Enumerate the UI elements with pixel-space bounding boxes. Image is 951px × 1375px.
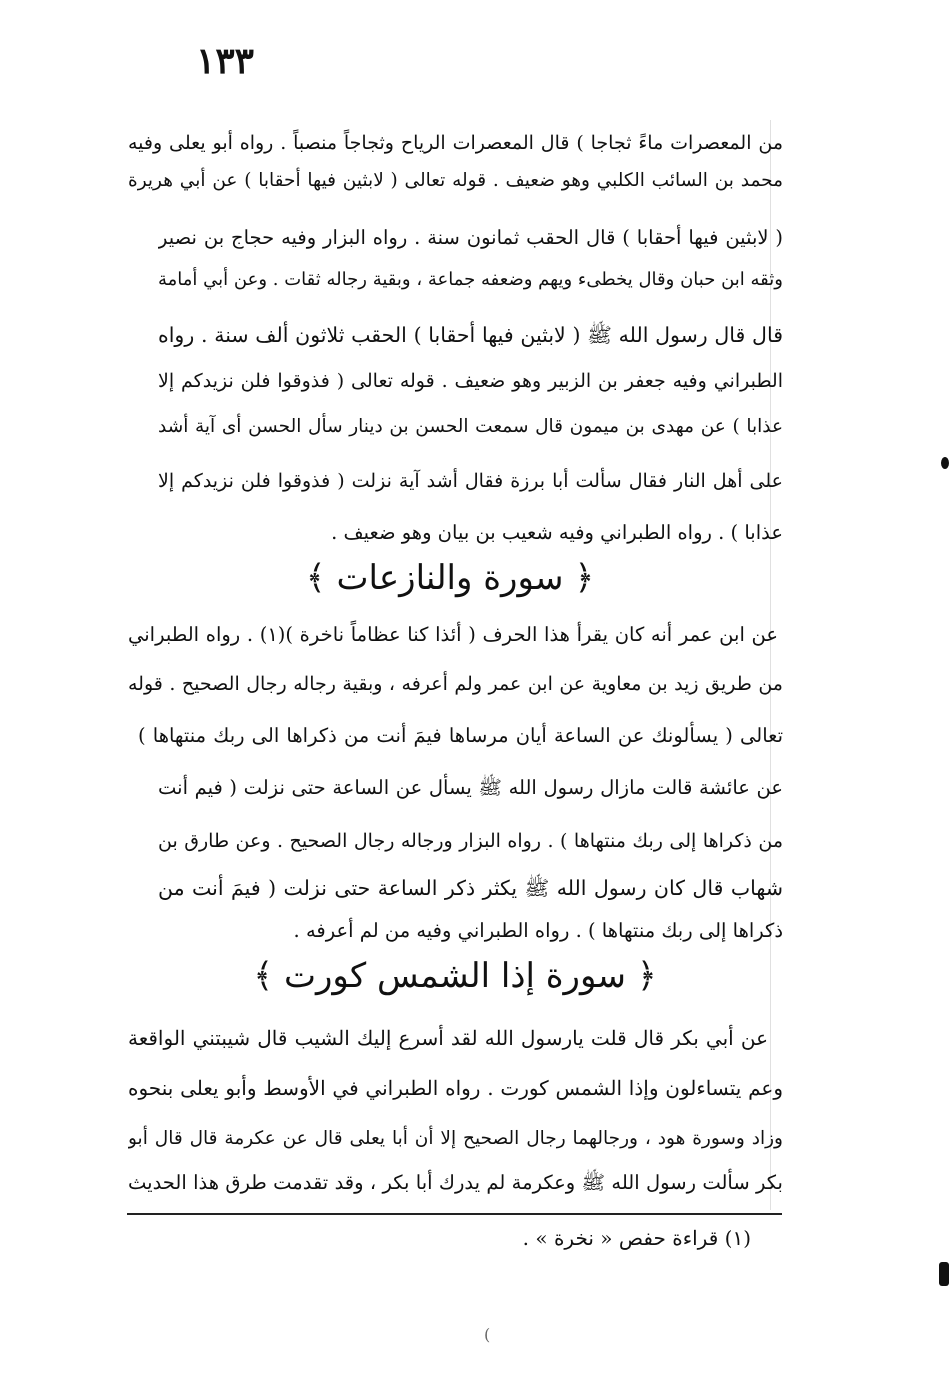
text-line: بكر سألت رسول الله ﷺ وعكرمة لم يدرك أبا بكر ، وقد تقدمت طرق هذا الحديث <box>128 1171 783 1194</box>
bottom-mark: ( <box>484 1325 491 1344</box>
edge-mark <box>939 1262 949 1286</box>
text-line: وعم يتساءلون وإذا الشمس كورت . رواه الطبراني في الأوسط وأبو يعلى بنحوه <box>128 1076 783 1100</box>
text-line: محمد بن السائب الكلبي وهو ضعيف . قوله تعالى ( لابثين فيها أحقابا ) عن أبي هريرة <box>128 170 783 191</box>
text-line: الطبراني وفيه جعفر بن الزبير وهو ضعيف . قوله تعالى ( فذوقوا فلن نزيدكم إلا <box>158 370 783 392</box>
text-line: عن عائشة قالت مازال رسول الله ﷺ يسأل عن الساعة حتى نزلت ( فيم أنت <box>158 776 783 799</box>
text-line: عن أبي بكر قال قلت يارسول الله لقد أسرع إليك الشيب قال شيبتني الواقعة <box>128 1026 768 1050</box>
text-line: وثقه ابن حبان وقال يخطىء ويهم وضعفه جماعة ، وبقية رجاله ثقات . وعن أبي أمامة <box>158 269 783 290</box>
text-line: عذابا ) عن مهدى بن ميمون قال سمعت الحسن بن دينار سأل الحسن أى آية أشد <box>158 416 783 437</box>
text-line: وزاد وسورة هود ، ورجالهما رجال الصحيح إلا أن أبا يعلى قال عن عكرمة قال قال أبو <box>128 1128 783 1149</box>
text-line: شهاب قال كان رسول الله ﷺ يكثر ذكر الساعة حتى نزلت ( فيمَ أنت من <box>158 876 783 900</box>
text-line: عن ابن عمر أنه كان يقرأ هذا الحرف ( أئذا كنا عظاماً ناخرة )(١) . رواه الطبراني <box>128 623 778 646</box>
text-line: من ذكراها إلى ربك منتهاها ) . رواه البزار ورجاله رجال الصحيح . وعن طارق بن <box>158 830 783 852</box>
text-line: من المعصرات ماءً ثجاجا ) قال المعصرات الرياح وثجاجاً منصباً . رواه أبو يعلى وفيه <box>128 132 783 154</box>
text-line: تعالى ( يسألونك عن الساعة أيان مرساها فيمَ أنت من ذكراها الى ربك منتهاها ) <box>138 724 783 747</box>
text-line: ذكراها إلى ربك منتهاها ) . رواه الطبراني وفيه من لم أعرفه . <box>293 919 783 942</box>
text-line: على أهل النار فقال سألت أبا برزة فقال أشد آية نزلت ( فذوقوا فلن نزيدكم إلا <box>158 470 783 492</box>
footnote-divider <box>127 1213 782 1215</box>
text-line: ( لابثين فيها أحقابا ) قال الحقب ثمانون سنة . رواه البزار وفيه حجاج بن نصير <box>158 226 783 249</box>
text-line: عذابا ) . رواه الطبراني وفيه شعيب بن بيان وهو ضعيف . <box>331 521 783 544</box>
surah-heading-takwir: ﴿ سورة إذا الشمس كورت ﴾ <box>253 956 657 996</box>
edge-mark <box>941 457 949 469</box>
text-line: من طريق زيد بن معاوية عن ابن عمر ولم أعرفه ، وبقية رجاله رجال الصحيح . قوله <box>128 673 783 695</box>
text-line: قال قال رسول الله ﷺ ( لابثين فيها أحقابا ) الحقب ثلاثون ألف سنة . رواه <box>158 323 783 347</box>
footnote: (١) قراءة حفص « نخرة » . <box>522 1226 751 1250</box>
page-number: ١٣٣ <box>196 40 255 82</box>
surah-heading-naziat: ﴿ سورة والنازعات ﴾ <box>305 558 595 598</box>
